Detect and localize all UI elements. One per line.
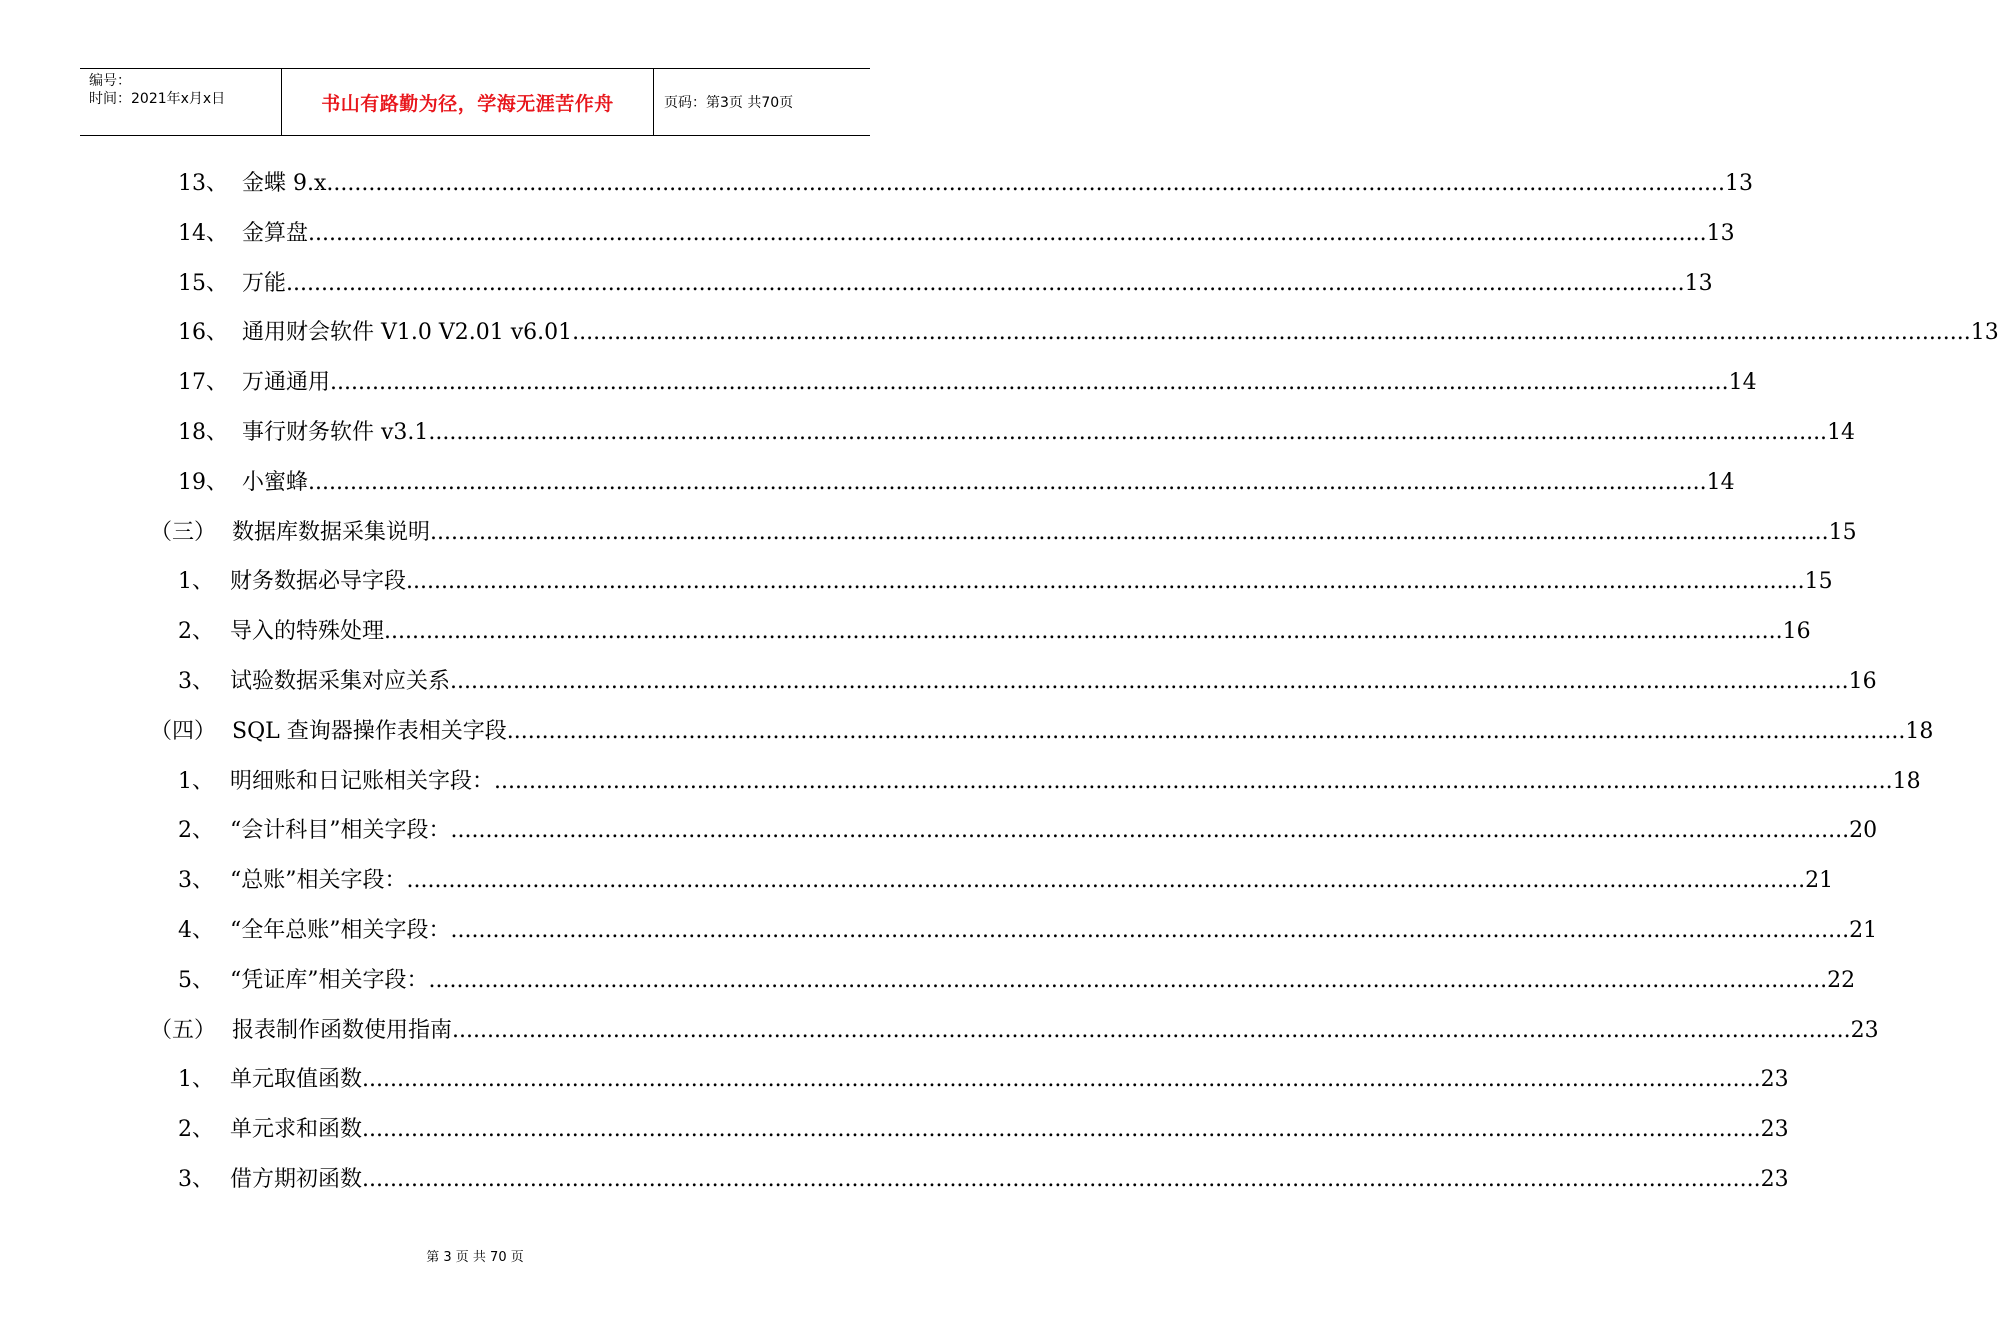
header-motto: 书山有路勤为径，学海无涯苦作舟 xyxy=(282,69,654,135)
toc-entry-number: （四） xyxy=(150,718,217,744)
toc-entry-title: 报表制作函数使用指南 xyxy=(232,1017,453,1043)
page-header xyxy=(80,68,870,136)
toc-leader-dots: ........................................................................................................................................................................................................ xyxy=(428,420,1828,445)
toc-entry-title: 试验数据采集对应关系 xyxy=(230,669,451,694)
toc-entry-title: “全年总账”相关字段： xyxy=(230,918,451,943)
toc-entry xyxy=(0,1063,1789,1097)
toc-entry-title: 通用财会软件 V1.0 V2.01 v6.01 xyxy=(242,320,573,346)
toc-entry xyxy=(0,1163,1789,1197)
toc-leader-dots: ........................................................................................................................................................................................................ xyxy=(452,1017,1851,1043)
toc-entry xyxy=(0,217,1735,251)
toc-entry xyxy=(0,864,1834,898)
toc-entry-number: 18、 xyxy=(178,420,228,445)
toc-entry xyxy=(0,914,1878,948)
toc-entry-title: 小蜜蜂 xyxy=(242,469,309,495)
toc-entry xyxy=(0,715,1934,749)
toc-entry-number: 16、 xyxy=(178,320,228,346)
toc-leader-dots: ........................................................................................................................................................................................................ xyxy=(308,220,1707,246)
toc-entry-page: 13 xyxy=(1684,270,1713,296)
number-label: 编号： xyxy=(89,73,131,89)
toc-entry-number: 3、 xyxy=(178,1167,214,1192)
toc-entry-number: 1、 xyxy=(178,569,214,595)
toc-entry-page: 21 xyxy=(1849,918,1878,943)
toc-entry-number: 1、 xyxy=(178,1067,214,1093)
toc-entry-page: 18 xyxy=(1905,718,1934,744)
toc-leader-dots: ........................................................................................................................................................................................................ xyxy=(428,967,1828,993)
toc-entry-page: 23 xyxy=(1850,1017,1879,1043)
toc-leader-dots: ........................................................................................................................................................................................................ xyxy=(362,1167,1761,1192)
toc-entry-number: 2、 xyxy=(178,818,214,844)
toc-entry-title: “总账”相关字段： xyxy=(230,868,407,894)
toc-leader-dots: ........................................................................................................................................................................................................ xyxy=(450,669,1849,694)
toc-entry xyxy=(0,814,1878,848)
toc-entry-title: 万通通用 xyxy=(242,370,331,396)
toc-entry-page: 15 xyxy=(1804,569,1833,595)
toc-entry xyxy=(0,516,1857,550)
toc-leader-dots: ........................................................................................................................................................................................................ xyxy=(406,569,1805,595)
toc-leader-dots: ........................................................................................................................................................................................................ xyxy=(450,918,1850,943)
toc-entry-number: 5、 xyxy=(178,967,214,993)
toc-entry xyxy=(0,366,1757,400)
toc-entry xyxy=(0,565,1833,599)
toc-entry-title: 明细账和日记账相关字段： xyxy=(230,768,495,794)
toc-leader-dots: ........................................................................................................................................................................................................ xyxy=(384,619,1783,645)
toc-leader-dots: ........................................................................................................................................................................................................ xyxy=(326,171,1726,196)
toc-entry-page: 23 xyxy=(1760,1117,1789,1143)
toc-entry xyxy=(0,615,1811,649)
toc-entry-title: 数据库数据采集说明 xyxy=(232,519,431,545)
toc-entry xyxy=(0,466,1735,500)
toc-entry-number: 15、 xyxy=(178,270,228,296)
toc-entry-page: 14 xyxy=(1706,469,1735,495)
toc-entry-page: 13 xyxy=(1970,320,1999,346)
toc-leader-dots: ........................................................................................................................................................................................................ xyxy=(362,1067,1761,1093)
toc-entry-title: 事行财务软件 v3.1 xyxy=(242,420,429,445)
toc-leader-dots: ........................................................................................................................................................................................................ xyxy=(406,868,1806,894)
toc-entry-title: 万能 xyxy=(242,270,287,296)
toc-entry-number: 19、 xyxy=(178,469,228,495)
toc-leader-dots: ........................................................................................................................................................................................................ xyxy=(330,370,1729,396)
toc-entry-page: 15 xyxy=(1828,519,1857,545)
toc-leader-dots: ........................................................................................................................................................................................................ xyxy=(572,320,1971,346)
toc-entry-page: 21 xyxy=(1805,868,1834,894)
header-page-info: 页码：第3页 共70页 xyxy=(664,95,794,111)
toc-entry xyxy=(0,964,1856,998)
toc-entry-number: 13、 xyxy=(178,171,228,196)
toc-entry-page: 13 xyxy=(1725,171,1754,196)
toc-entry xyxy=(0,167,1754,201)
toc-leader-dots: ........................................................................................................................................................................................................ xyxy=(430,519,1829,545)
toc-entry xyxy=(0,1014,1879,1048)
toc-entry-title: 借方期初函数 xyxy=(230,1167,363,1192)
toc-entry-title: 财务数据必导字段 xyxy=(230,569,407,595)
time-label: 时间：2021年x月x日 xyxy=(89,91,226,107)
toc-entry-title: 金蝶 9.x xyxy=(242,171,327,196)
toc-entry-page: 18 xyxy=(1892,768,1921,794)
toc-entry xyxy=(0,765,1921,799)
toc-entry-page: 13 xyxy=(1706,220,1735,246)
toc-entry-number: 2、 xyxy=(178,619,214,645)
toc-entry xyxy=(0,665,1877,699)
toc-entry xyxy=(0,316,1999,350)
toc-leader-dots: ........................................................................................................................................................................................................ xyxy=(308,469,1707,495)
toc-entry-page: 16 xyxy=(1848,669,1877,694)
toc-entry-title: 导入的特殊处理 xyxy=(230,619,385,645)
toc-entry xyxy=(0,416,1856,450)
toc-entry-title: 金算盘 xyxy=(242,220,309,246)
header-meta xyxy=(80,69,282,135)
toc-entry-number: 3、 xyxy=(178,868,214,894)
toc-entry xyxy=(0,1113,1789,1147)
toc-entry-page: 14 xyxy=(1728,370,1757,396)
toc-entry-page: 16 xyxy=(1782,619,1811,645)
toc-entry-number: 4、 xyxy=(178,918,214,943)
toc-entry-number: 2、 xyxy=(178,1117,214,1143)
toc-entry-number: 17、 xyxy=(178,370,228,396)
toc-entry-page: 22 xyxy=(1827,967,1856,993)
toc-entry-number: 14、 xyxy=(178,220,228,246)
toc-entry-number: （三） xyxy=(150,519,217,545)
toc-entry-number: （五） xyxy=(150,1017,217,1043)
toc-entry-page: 23 xyxy=(1760,1067,1789,1093)
toc-entry-title: “会计科目”相关字段： xyxy=(230,818,451,844)
toc-entry-page: 14 xyxy=(1827,420,1856,445)
toc-entry-page: 20 xyxy=(1849,818,1878,844)
toc-entry xyxy=(0,267,1713,301)
toc-leader-dots: ........................................................................................................................................................................................................ xyxy=(506,718,1906,744)
toc-entry-page: 23 xyxy=(1760,1167,1789,1192)
toc-entry-title: SQL 查询器操作表相关字段 xyxy=(232,718,507,744)
toc-leader-dots: ........................................................................................................................................................................................................ xyxy=(494,768,1893,794)
toc-leader-dots: ........................................................................................................................................................................................................ xyxy=(362,1117,1761,1143)
page-footer: 第 3 页 共 70 页 xyxy=(426,1250,524,1265)
toc-entry-title: “凭证库”相关字段： xyxy=(230,967,429,993)
toc-entry-number: 1、 xyxy=(178,768,214,794)
toc-leader-dots: ........................................................................................................................................................................................................ xyxy=(450,818,1850,844)
toc-leader-dots: ........................................................................................................................................................................................................ xyxy=(286,270,1685,296)
toc-entry-title: 单元求和函数 xyxy=(230,1117,363,1143)
toc-entry-title: 单元取值函数 xyxy=(230,1067,363,1093)
toc-entry-number: 3、 xyxy=(178,669,214,694)
